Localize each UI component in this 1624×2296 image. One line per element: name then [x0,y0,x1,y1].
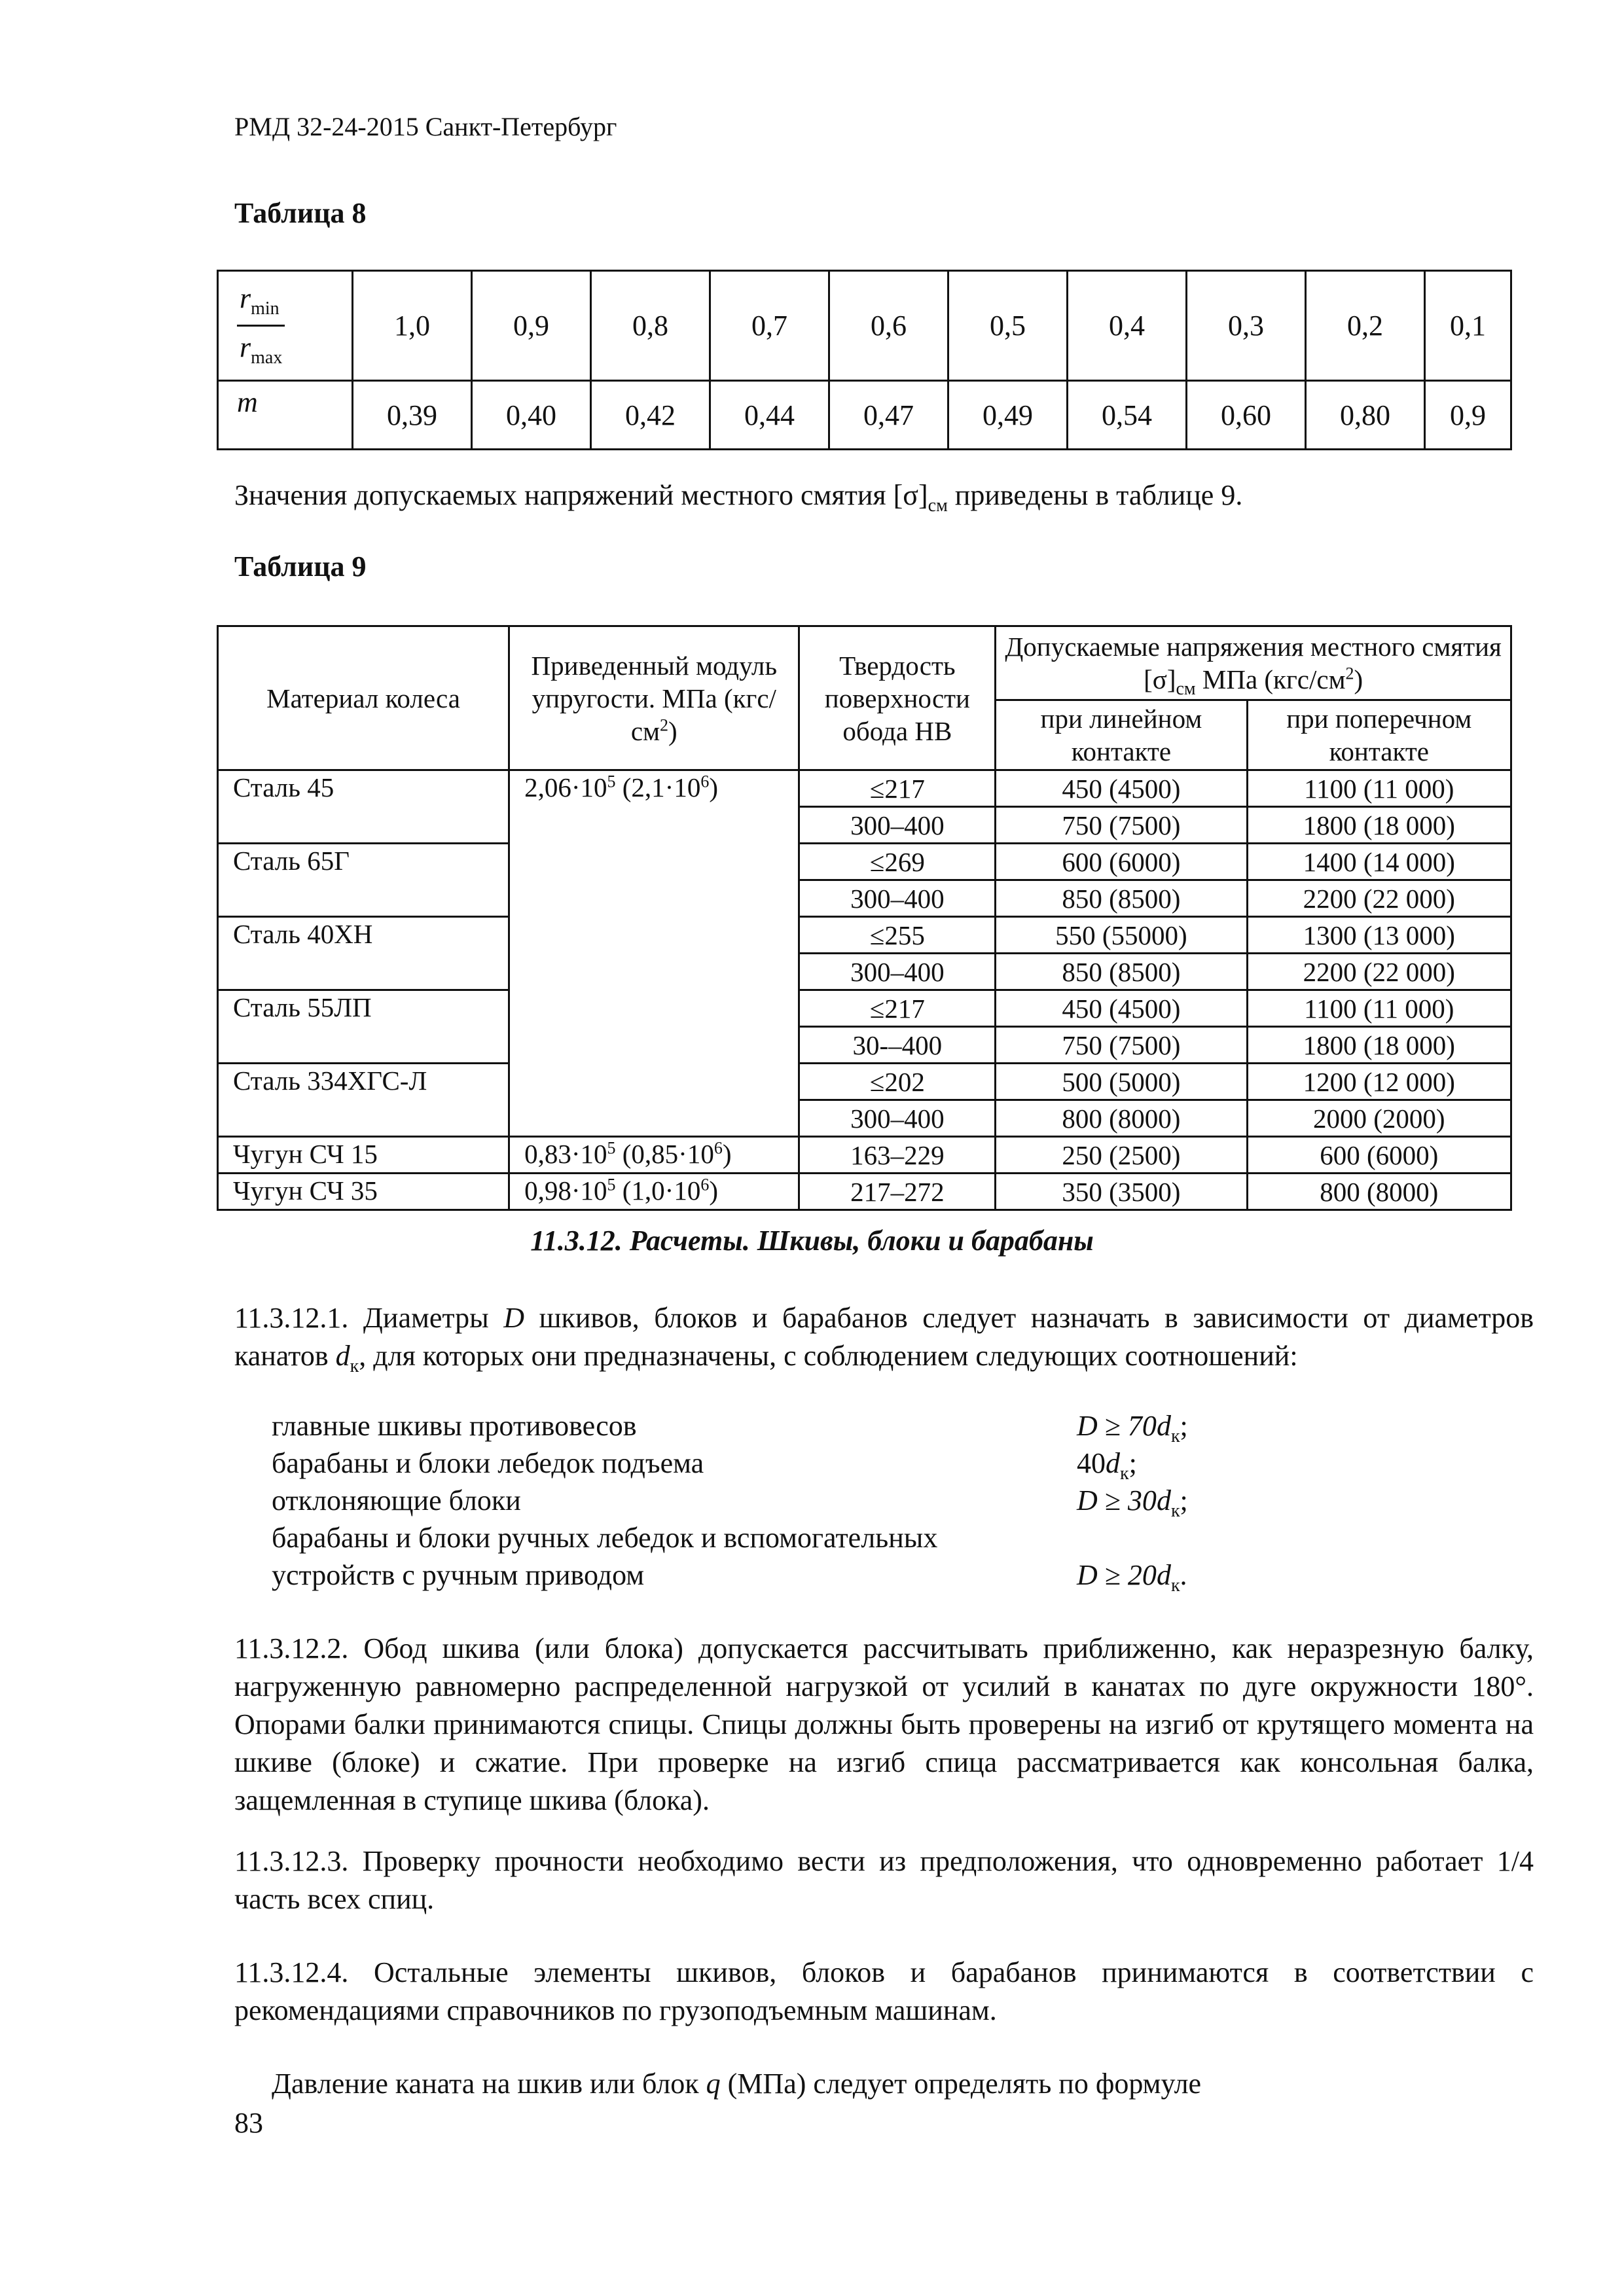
hardness-cell: 217–272 [799,1174,996,1210]
ratio-value: 0,9 [472,271,591,381]
list-item: главные шкивы противовесов $D \ge 70d_к$; [272,1407,1254,1444]
running-header: РМД 32-24-2015 Санкт-Петербург [234,112,617,141]
transverse-cell: 1800 (18 000) [1247,1027,1511,1064]
table-row [218,1174,1511,1210]
requirement-formula: $40d_к$; [1077,1447,1137,1484]
ratio-value: 0,2 [1306,271,1425,381]
material-cell: Сталь 334ХГС-Л [218,1064,509,1137]
hardness-cell: 300–400 [799,1100,996,1137]
ratio-value: 0,5 [948,271,1068,381]
material-cell: Сталь 40ХН [218,917,509,990]
ratio-value: 0,6 [829,271,948,381]
linear-cell: 750 (7500) [996,1027,1247,1064]
table-9-caption: Таблица 9 [234,550,367,583]
list-item: барабаны и блоки ручных лебедок и вспомогательных [272,1522,938,1554]
m-value: 0,60 [1187,381,1306,450]
header-transverse-contact: при поперечном контакте [1247,700,1511,770]
m-value: 0,39 [353,381,472,450]
m-value: 0,80 [1306,381,1425,450]
material-cell: Чугун СЧ 35 [218,1174,509,1210]
header-modulus: Приведенный модуль упругости. МПа $(кгс/см^2)$ [509,626,799,770]
modulus-cell: $0,98\cdot 10^5$ $(1,0\cdot 10^6)$ [509,1174,799,1210]
hardness-cell: 300–400 [799,880,996,917]
hardness-cell: ≤217 [799,990,996,1027]
table-row [218,917,1511,954]
table-header-row [218,626,1511,700]
material-cell: Сталь 45 [218,770,509,844]
transverse-cell: 1100 (11 000) [1247,990,1511,1027]
m-value: 0,9 [1425,381,1511,450]
transverse-cell: 2200 (22 000) [1247,954,1511,990]
m-value: 0,44 [710,381,829,450]
linear-cell: 850 (8500) [996,954,1247,990]
ratio-denominator-sub: max [251,347,283,368]
table-9 [217,625,1512,1211]
page-number: 83 [234,2107,263,2139]
table-row [218,770,1511,807]
paragraph-11-3-12-3: 11.3.12.3. Проверку прочности необходимо вести из предположения, что одновременно работает 1/4 часть всех спиц. [234,1845,1534,1915]
transverse-cell: 800 (8000) [1247,1174,1511,1210]
ratio-value: 0,1 [1425,271,1511,381]
diameter-requirements-list [272,1407,1254,1594]
table-8 [217,270,1512,450]
list-item: отклоняющие блоки $D \ge 30d_к$; [272,1482,1254,1519]
hardness-cell: ≤255 [799,917,996,954]
table-row [218,271,1511,381]
ratio-numerator-sub: min [251,298,280,319]
table-9-intro: Значения допускаемых напряжений местного смятия $[\sigma]_{см}$ приведены в таблице 9. [234,479,1243,516]
transverse-cell: 1400 (14 000) [1247,844,1511,880]
ratio-header-cell [218,271,353,381]
table-row [218,844,1511,880]
ratio-numerator: r [240,282,251,315]
header-linear-contact: при линейном контакте [996,700,1247,770]
transverse-cell: 2000 (2000) [1247,1100,1511,1137]
requirement-formula: $D \ge 20d_к$. [1077,1559,1187,1596]
linear-cell: 850 (8500) [996,880,1247,917]
linear-cell: 600 (6000) [996,844,1247,880]
linear-cell: 250 (2500) [996,1137,1247,1174]
hardness-cell: 163–229 [799,1137,996,1174]
header-hardness: Твердость поверхности обода HB [799,626,996,770]
m-value: 0,49 [948,381,1068,450]
material-cell: Чугун СЧ 15 [218,1137,509,1174]
m-value: 0,47 [829,381,948,450]
linear-cell: 550 (55000) [996,917,1247,954]
table-row [218,1137,1511,1174]
hardness-cell: ≤269 [799,844,996,880]
hardness-cell: 300–400 [799,954,996,990]
linear-cell: 350 (3500) [996,1174,1247,1210]
linear-cell: 750 (7500) [996,807,1247,844]
transverse-cell: 600 (6000) [1247,1137,1511,1174]
paragraph-11-3-12-1: 11.3.12.1. Диаметры D шкивов, блоков и барабанов следует назначать в зависимости от диаметров канатов $d_к$, для которых они предназначены, с соблюдением следующих соотношений: [234,1302,1534,1376]
transverse-cell: 1300 (13 000) [1247,917,1511,954]
requirement-formula: $D \ge 70d_к$; [1077,1410,1188,1446]
ratio-value: 0,3 [1187,271,1306,381]
transverse-cell: 2200 (22 000) [1247,880,1511,917]
ratio-fraction [237,284,285,367]
material-cell: Сталь 65Г [218,844,509,917]
m-value: 0,42 [591,381,710,450]
transverse-cell: 1800 (18 000) [1247,807,1511,844]
hardness-cell: 30-–400 [799,1027,996,1064]
ratio-value: 0,8 [591,271,710,381]
material-cell: Сталь 55ЛП [218,990,509,1064]
linear-cell: 800 (8000) [996,1100,1247,1137]
pressure-formula-intro: Давление каната на шкив или блок q (МПа) следует определять по формуле [272,2068,1202,2100]
modulus-cell: $2,06\cdot 10^5$ $(2,1\cdot 10^6)$ [509,770,799,1137]
linear-cell: 450 (4500) [996,770,1247,807]
header-material: Материал колеса [218,626,509,770]
ratio-denominator: r [240,331,251,363]
requirement-formula: $D \ge 30d_к$; [1077,1484,1188,1521]
ratio-value: 1,0 [353,271,472,381]
table-8-caption: Таблица 8 [234,197,367,229]
section-title: 11.3.12. Расчеты. Шкивы, блоки и барабаны [530,1225,1094,1257]
linear-cell: 450 (4500) [996,990,1247,1027]
table-row [218,381,1511,450]
paragraph-11-3-12-2: 11.3.12.2. Обод шкива (или блока) допускается рассчитывать приближенно, как неразрезную балку, нагруженную равномерно распределенной нагрузкой от усилий в канатах по дуге окружности 180°. Опорами балки принимаются спицы. Спицы должны быть проверены на изгиб от крутящего момента на шкиве (блоке) и сжатие. При проверке на изгиб спица рассматривается как консольная балка, защемленная в ступице шкива (блока). [234,1632,1534,1816]
header-allowable-stress: Допускаемые напряжения местного смятия $[\sigma]_{см}$ МПа $(кгс/см^2)$ [996,626,1511,700]
m-label-cell: m [218,381,353,450]
table-row [218,990,1511,1027]
hardness-cell: ≤217 [799,770,996,807]
m-value: 0,40 [472,381,591,450]
ratio-value: 0,7 [710,271,829,381]
hardness-cell: ≤202 [799,1064,996,1100]
modulus-cell: $0,83\cdot 10^5$ $(0,85\cdot 10^6)$ [509,1137,799,1174]
transverse-cell: 1100 (11 000) [1247,770,1511,807]
table-row [218,1064,1511,1100]
transverse-cell: 1200 (12 000) [1247,1064,1511,1100]
hardness-cell: 300–400 [799,807,996,844]
list-item: барабаны и блоки лебедок подъема $40d_к$; [272,1444,1254,1482]
linear-cell: 500 (5000) [996,1064,1247,1100]
paragraph-11-3-12-4: 11.3.12.4. Остальные элементы шкивов, блоков и барабанов принимаются в соответствии с рекомендациями справочников по грузоподъемным машинам. [234,1956,1534,2026]
m-value: 0,54 [1068,381,1187,450]
list-item: устройств с ручным приводом $D \ge 20d_к$. [272,1556,1254,1594]
ratio-value: 0,4 [1068,271,1187,381]
